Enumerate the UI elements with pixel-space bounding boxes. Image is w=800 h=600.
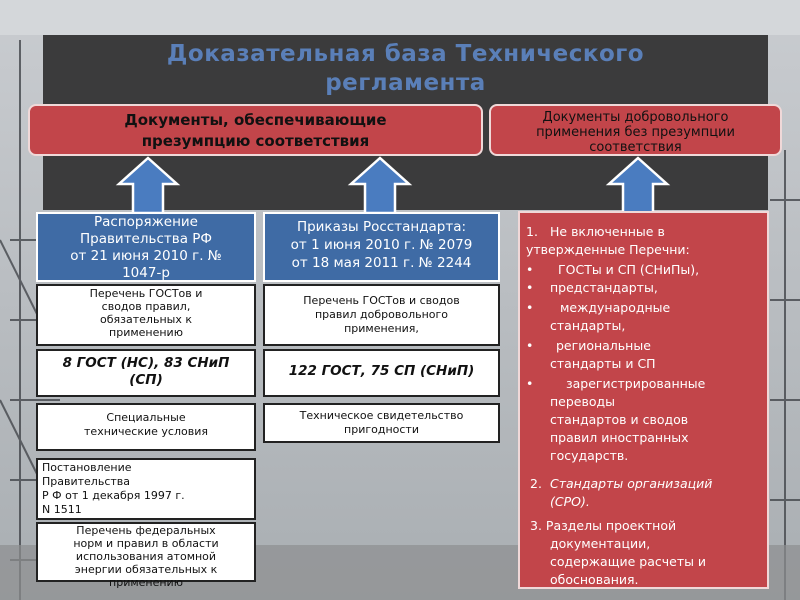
special-line-1: Специальные (106, 411, 186, 424)
bullet-icon: • (526, 376, 534, 391)
item2-line-2: (СРО). (550, 494, 590, 509)
voluntary-count-box (263, 349, 500, 397)
federal-line-4: энергии обязательных к (74, 563, 218, 576)
resolution-line-2: Правительства (42, 475, 130, 488)
item1-line-1: Не включенные в (550, 224, 665, 239)
voluntary-details-panel (518, 211, 769, 589)
item2-number: 2. (530, 476, 542, 491)
voluntary-line-3: соответствия (589, 140, 682, 155)
federal-line-1: Перечень федеральных (76, 524, 216, 537)
bullet-5-line-4: правил иностранных (550, 430, 689, 445)
bullet-5-line-5: государств. (550, 448, 629, 463)
federal-line-2: норм и правил в области (73, 537, 219, 550)
mandatory-list-line-3: обязательных к (100, 313, 192, 326)
presumption-line-2: презумпцию соответствия (141, 132, 370, 150)
presumption-line-1: Документы, обеспечивающие (124, 111, 387, 129)
voluntary-list-line-1: Перечень ГОСТов и сводов (303, 294, 460, 307)
title-line-1: Доказательная база Технического (166, 41, 645, 67)
rosstandart-line-1: Приказы Росстандарта: (296, 219, 467, 235)
mandatory-list-line-4: применению (109, 326, 183, 339)
arrow-up-icon (607, 156, 669, 214)
mandatory-list-line-2: сводов правил, (101, 300, 191, 313)
item3-line-2: документации, (550, 536, 651, 551)
resolution-line-3: Р Ф от 1 декабря 1997 г. (42, 489, 185, 502)
special-conditions-box (36, 403, 256, 451)
mandatory-count-line-2: (СП) (129, 372, 163, 388)
presumption-documents-box (28, 104, 483, 156)
rosstandart-line-3: от 18 мая 2011 г. № 2244 (291, 255, 472, 271)
federal-line-3: использования атомной (75, 550, 217, 563)
voluntary-count-text: 122 ГОСТ, 75 СП (СНиП) (288, 363, 475, 379)
bullet-2-text: предстандарты, (550, 280, 658, 295)
bullet-4-line-2: стандарты и СП (550, 356, 656, 371)
item3-line-4: обоснования. (550, 572, 639, 587)
bullet-3-line-1: международные (560, 300, 671, 315)
voluntary-line-1: Документы добровольного (542, 110, 729, 125)
item1-number: 1. (526, 224, 538, 239)
gov-order-line-1: Распоряжение (94, 214, 198, 230)
voluntary-documents-box (489, 104, 782, 156)
gov-order-line-4: 1047-р (122, 265, 170, 281)
mandatory-list-box (36, 284, 256, 346)
technical-certificate-box (263, 403, 500, 443)
bullet-4-line-1: региональные (556, 338, 651, 353)
federal-line-5: применению (109, 576, 183, 589)
arrow-up-icon (117, 156, 179, 214)
page-title (43, 40, 768, 98)
resolution-box (36, 458, 256, 520)
bullet-icon: • (526, 280, 534, 295)
rosstandart-line-2: от 1 июня 2010 г. № 2079 (290, 237, 473, 253)
bullet-5-line-1: зарегистрированные (566, 376, 706, 391)
special-line-2: технические условия (84, 425, 208, 438)
bullet-icon: • (526, 338, 534, 353)
title-line-2: регламента (325, 70, 486, 96)
resolution-line-1: Постановление (42, 461, 132, 474)
bullet-3-line-2: стандарты, (550, 318, 626, 333)
voluntary-list-box (263, 284, 500, 346)
bullet-icon: • (526, 300, 534, 315)
arrow-up-icon (349, 156, 411, 214)
gov-order-line-2: Правительства РФ (79, 231, 213, 247)
item3-line-3: содержащие расчеты и (550, 554, 707, 569)
certificate-line-2: пригодности (344, 423, 419, 436)
voluntary-list-line-3: применения, (344, 322, 419, 335)
item1-line-2: утвержденные Перечни: (526, 242, 690, 257)
bullet-icon: • (526, 262, 534, 277)
gov-order-line-3: от 21 июня 2010 г. № (70, 248, 222, 264)
item2-line-1: Стандарты организаций (550, 476, 713, 491)
bullet-1-text: ГОСТы и СП (СНиПы), (558, 262, 700, 277)
federal-norms-box (36, 522, 256, 589)
mandatory-count-line-1: 8 ГОСТ (НС), 83 СНиП (62, 355, 230, 371)
resolution-line-4: N 1511 (42, 503, 82, 516)
government-order-box (36, 212, 256, 282)
certificate-line-1: Техническое свидетельство (299, 409, 464, 422)
voluntary-list-line-2: правил добровольного (314, 308, 449, 321)
mandatory-list-line-1: Перечень ГОСТов и (89, 287, 203, 300)
bullet-5-line-2: переводы (550, 394, 616, 409)
rosstandart-orders-box (263, 212, 500, 282)
item3-line-1: 3. Разделы проектной (530, 518, 677, 533)
mandatory-count-box (36, 349, 256, 397)
voluntary-line-2: применения без презумпции (536, 125, 735, 140)
bullet-5-line-3: стандартов и сводов (550, 412, 689, 427)
